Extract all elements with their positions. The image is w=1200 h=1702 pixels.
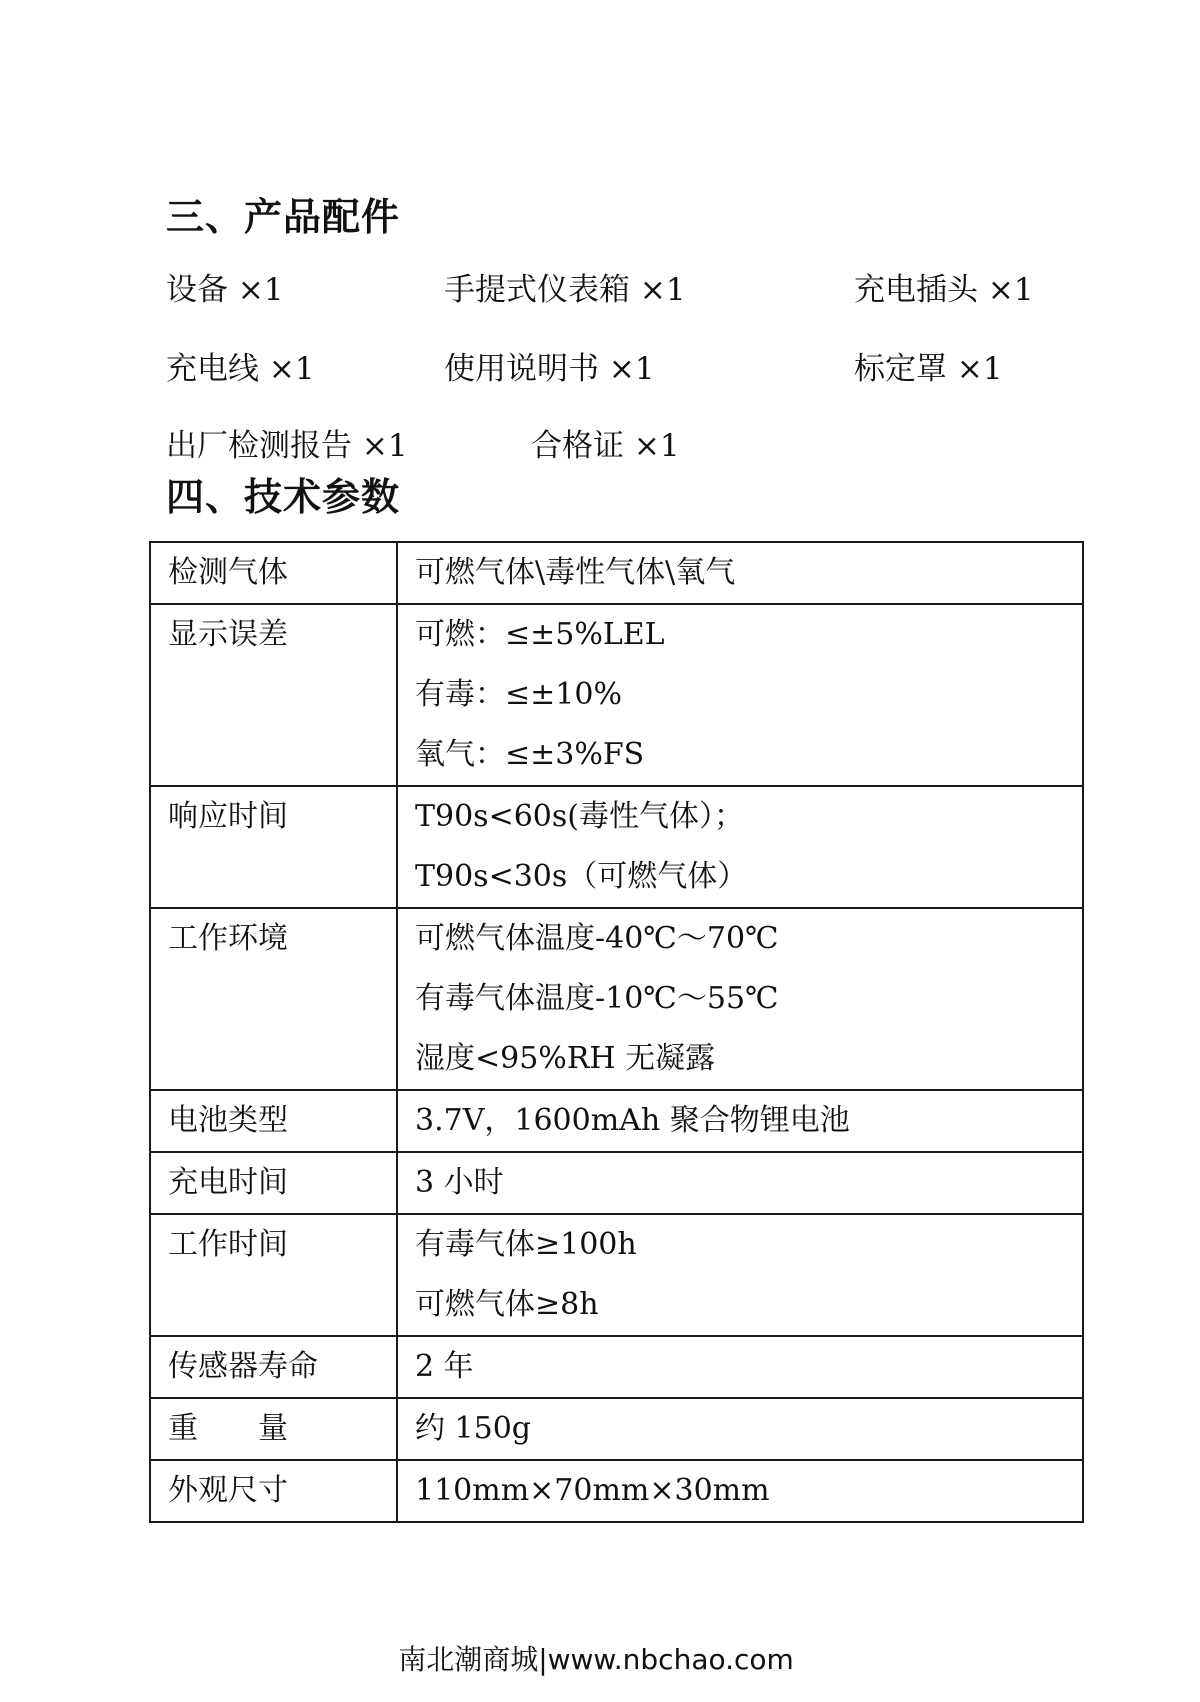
section-heading-specs: 四、技术参数 <box>166 474 401 519</box>
spec-value-line: 氧气：≤±3%FS <box>415 737 645 772</box>
spec-label-cell <box>150 604 397 786</box>
spec-row <box>150 604 1083 786</box>
spec-value-line: T90s<30s（可燃气体） <box>415 859 748 894</box>
spec-label: 传感器寿命 <box>168 1349 318 1384</box>
spec-label: 工作时间 <box>168 1227 288 1262</box>
spec-row <box>150 1336 1083 1398</box>
spec-label: 显示误差 <box>168 617 288 652</box>
spec-label: 响应时间 <box>168 799 288 834</box>
spec-value-cell <box>397 1090 1083 1152</box>
spec-value-line: T90s<60s(毒性气体）； <box>415 799 744 834</box>
spec-label-cell <box>150 908 397 1090</box>
spec-value-line: 3 小时 <box>415 1165 504 1200</box>
spec-row <box>150 1398 1083 1460</box>
spec-label: 检测气体 <box>168 555 288 590</box>
spec-value-cell <box>397 908 1083 1090</box>
spec-value-line: 有毒气体温度-10℃～55℃ <box>415 981 779 1016</box>
spec-label: 充电时间 <box>168 1165 288 1200</box>
spec-value-cell <box>397 1152 1083 1214</box>
spec-label-cell <box>150 542 397 604</box>
spec-label-cell <box>150 1398 397 1460</box>
spec-value-line: 可燃气体温度-40℃～70℃ <box>415 921 779 956</box>
specs-table <box>149 541 1084 1523</box>
spec-label: 重 量 <box>168 1411 288 1446</box>
section-heading-accessories: 三、产品配件 <box>166 194 401 239</box>
spec-value-line: 湿度<95%RH 无凝露 <box>415 1041 716 1076</box>
spec-value-line: 可燃气体≥8h <box>415 1287 599 1322</box>
spec-value-cell <box>397 604 1083 786</box>
spec-label-cell <box>150 786 397 908</box>
accessory-item: 出厂检测报告 ×1 <box>166 428 408 464</box>
accessory-item: 设备 ×1 <box>166 272 284 308</box>
accessory-item: 充电线 ×1 <box>166 351 315 387</box>
spec-value-cell <box>397 1398 1083 1460</box>
spec-value-line: 有毒：≤±10% <box>415 677 622 712</box>
spec-value-line: 有毒气体≥100h <box>415 1227 637 1262</box>
spec-label-cell <box>150 1214 397 1336</box>
spec-label: 电池类型 <box>168 1103 288 1138</box>
spec-value-line: 约 150g <box>415 1411 532 1446</box>
spec-value-line: 可燃气体\毒性气体\氧气 <box>415 555 736 590</box>
spec-row <box>150 542 1083 604</box>
spec-label: 外观尺寸 <box>168 1473 288 1508</box>
spec-value-line: 3.7V，1600mAh 聚合物锂电池 <box>415 1103 850 1138</box>
spec-row <box>150 1460 1083 1522</box>
spec-row <box>150 908 1083 1090</box>
spec-value-line: 可燃：≤±5%LEL <box>415 617 665 652</box>
accessory-item: 手提式仪表箱 ×1 <box>444 272 686 308</box>
spec-row <box>150 1214 1083 1336</box>
spec-value-cell <box>397 1336 1083 1398</box>
spec-value-cell <box>397 542 1083 604</box>
spec-label-cell <box>150 1090 397 1152</box>
spec-label-cell <box>150 1460 397 1522</box>
spec-value-cell <box>397 1460 1083 1522</box>
spec-label-cell <box>150 1336 397 1398</box>
spec-row <box>150 786 1083 908</box>
spec-value-cell <box>397 786 1083 908</box>
spec-value-line: 110mm×70mm×30mm <box>415 1473 770 1508</box>
accessory-item: 标定罩 ×1 <box>854 351 1003 387</box>
spec-label-cell <box>150 1152 397 1214</box>
accessory-item: 合格证 ×1 <box>531 428 680 464</box>
accessory-item: 充电插头 ×1 <box>854 272 1034 308</box>
accessory-item: 使用说明书 ×1 <box>444 351 655 387</box>
footer-watermark: 南北潮商城|www.nbchao.com <box>398 1643 794 1676</box>
spec-row <box>150 1090 1083 1152</box>
spec-value-line: 2 年 <box>415 1349 474 1384</box>
spec-label: 工作环境 <box>168 921 288 956</box>
spec-value-cell <box>397 1214 1083 1336</box>
spec-row <box>150 1152 1083 1214</box>
